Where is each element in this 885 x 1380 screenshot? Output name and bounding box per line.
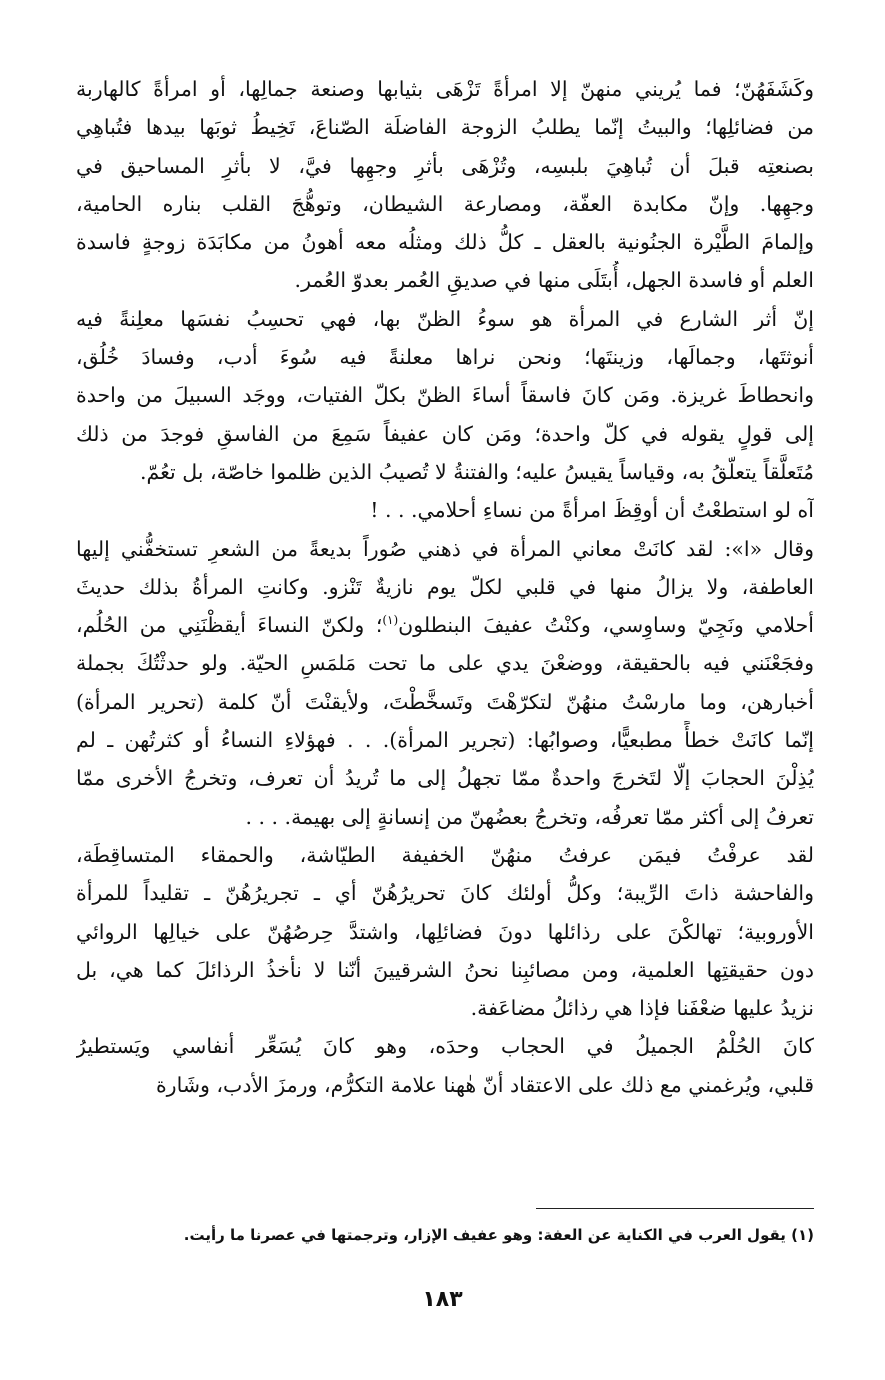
text-line: وقال «ا»: لقد كانَتْ معاني المرأة في ذهني صُوراً بديعةً من الشعرِ تستخفُّني إليها (76, 536, 814, 561)
text-line: أخبارهن، وما مارسْتُ منهُنّ لتكرّهْتَ وتَسخَّطْتَ، ولأيقنْتَ أنّ كلمة (تحرير المرأة) (76, 689, 814, 714)
paragraph (76, 836, 814, 1027)
text-line: الأوروبية؛ تهالكْنَ على رذائلها دونَ فضائلِها، واشتدَّ حِرصُهُنّ على خيالِها الروائي (76, 919, 814, 944)
paragraph (76, 491, 814, 529)
text-line: لقد عرفْتُ فيمَن عرفتُ منهُنّ الخفيفة الطيّاشة، والحمقاء المتساقِطَة، (76, 842, 814, 867)
body-text (76, 70, 814, 1104)
text-line: أنوثتَها، وجمالَها، وزينتَها؛ ونحن نراها معلنةً فيه سُوءَ أدب، وفسادَ خُلُق، (76, 345, 814, 370)
text-line: وكَشَفَهُنّ؛ فما يُريني منهنّ إلا امرأةً تَزْهَى بثيابها وصنعة جمالِها، أو امرأةً كالهاربة (76, 77, 814, 101)
text-line: وإلمامَ الطَّيْرة الجنُونية بالعقل ـ كلُّ ذلك ومثلُه معه أهونُ من مكابَدَة زوجةٍ فاسدة (76, 230, 814, 255)
text-line: نزيدُ عليها ضعْفَنا فإذا هي رذائلُ مضاعَفة. (470, 996, 814, 1021)
text-line: تعرفُ إلى أكثر ممّا تعرفُه، وتخرجُ بعضُهنّ من إنسانةٍ إلى بهيمة. . . . (245, 804, 814, 829)
text-line: إنّما كانَتْ خطأً مطبعيًّا، وصوابُها: (تجرير المرأة). . . فهؤلاءِ النساءُ أو كثرتُهن ـ لم (76, 728, 814, 753)
text-line: وفجَعْنَني فيه بالحقيقة، ووضعْنَ يدي على ما تحت مَلمَسِ الحيّة. ولو حدثْتُكَ بجملة (76, 651, 814, 676)
paragraph (76, 70, 814, 300)
text-line: العاطفة، ولا يزالُ منها في قلبي لكلّ يوم نازيةٌ تَنْزو. وكانتِ المرأةُ بذلك حديثَ (76, 574, 814, 599)
text-line: قلبي، ويُرغمني مع ذلك على الاعتقاد أنّ هٰهنا علامة التكرُّم، ورمزَ الأدب، وشَارة (155, 1072, 814, 1097)
text-line: مُتَعلَّقاً يتعلّقُ به، وقياساً يقيسُ عليه؛ والفتنةُ لا تُصيبُ الذين ظلموا خاصّة، بل تعُمّ. (139, 459, 814, 484)
footnote-marker[interactable]: (١) (382, 613, 399, 628)
footnote-separator (536, 1208, 814, 1209)
text-line: كانَ الحُلْمُ الجميلُ في الحجاب وحدَه، وهو كانَ يُسَعِّر أنفاسي ويَستطيرُ (76, 1034, 814, 1059)
text-line: إنّ أثر الشارع في المرأة هو سوءُ الظنّ بها، فهي تحسِبُ نفسَها معلِنةً فيه (76, 306, 814, 331)
text-line: وانحطاطَ غريزة. ومَن كانَ فاسقاً أساءَ الظنّ بكلّ الفتيات، ووجَد السبيلَ من واحدة (76, 383, 814, 408)
text-line: آه لو استطعْتُ أن أوقِظَ امرأةً من نساءِ أحلامي. . . ! (370, 498, 814, 523)
paragraph (76, 1027, 814, 1104)
footnote: (١) يقول العرب في الكناية عن العفة: وهو عفيف الإزار، وترجمتها في عصرنا ما رأيت. (183, 1226, 814, 1244)
text-line: من فضائلِها؛ والبيتُ إنّما يطلبُ الزوجة الفاضلَة الصّناعَ، تَخِيطُ ثوبَها بيدها فتُباهِي (76, 115, 814, 140)
text-line: بصنعتِه قبلَ أن تُباهِيَ بلبسِه، وتُزْهَى بأثرِ وجهِها فيَّ، لا بأثرِ المساحيق في (76, 153, 814, 178)
text-line: يُذِلْنَ الحجابَ إلّا لتَخرجَ واحدةٌ ممّا تجهلُ إلى ما تُريدُ أن تعرف، وتخرجُ الأخرى ممّا (76, 766, 814, 791)
text-line: أحلامي ونَجِيّ وساوِسي، وكنْتُ عفيفَ البنطلون$^{(١)}$؛ ولكنّ النساءَ أيقظْنَنِي من الحُلُم، (76, 613, 814, 638)
paragraph (76, 300, 814, 491)
text-line: وجهِها. وإنّ مكابدة العفّة، ومصارعة الشيطان، وتوهُّجَ القلب بناره الحامية، (76, 191, 814, 216)
page-number: ١٨٣ (422, 1287, 463, 1312)
text-line: إلى قولٍ يقوله في كلّ واحدة؛ ومَن كان عفيفاً سَمِعَ من الفاسقِ فوجدَ من ذلك (76, 421, 814, 446)
text-line: دون حقيقتِها العلمية، ومن مصائبِنا نحنُ الشرقيينَ أنّنا لا نأخذُ الرذائلَ كما هي، بل (76, 957, 814, 982)
paragraph (76, 530, 814, 836)
text-line: والفاحشة ذاتَ الرِّيبة؛ وكلُّ أولئك كانَ تحريرُهُنّ أي ـ تجريرُهُنّ ـ تقليداً للمرأة (76, 881, 814, 906)
text-line: العلم أو فاسدة الجهل، أُبتَلَى منها في صديقِ العُمر بعدوّ العُمر. (294, 268, 814, 293)
